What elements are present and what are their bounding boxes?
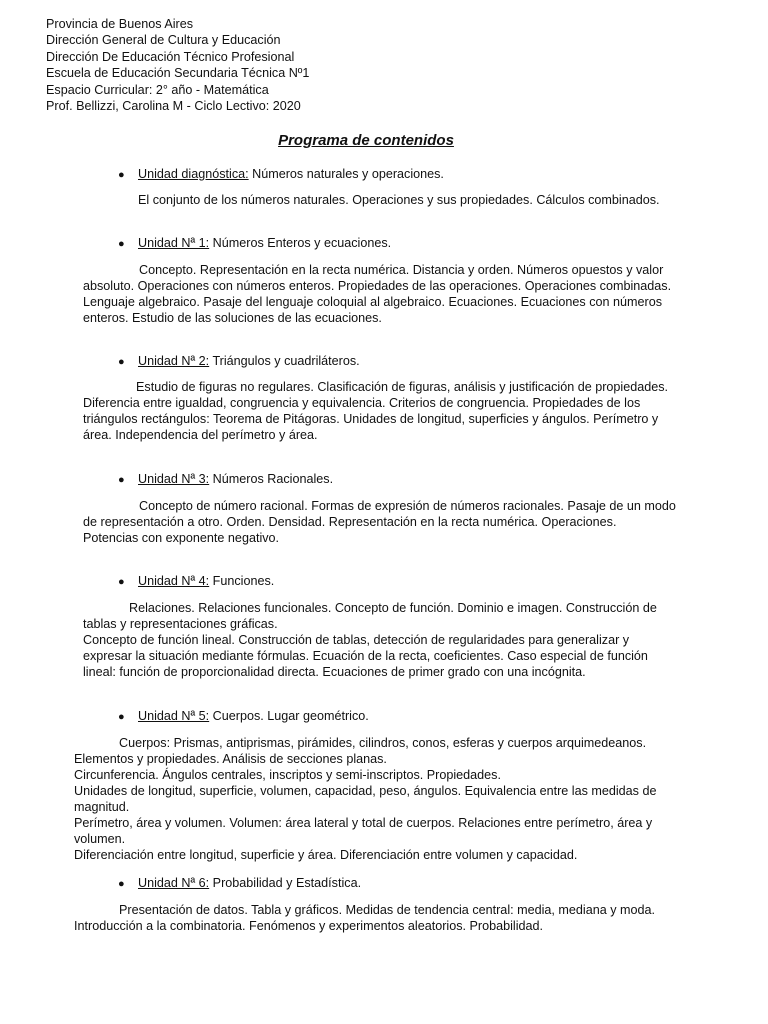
header-line: Provincia de Buenos Aires	[46, 17, 194, 31]
unit-heading	[118, 471, 333, 488]
unit-description	[74, 902, 704, 934]
unit-label: Unidad Nª 6:	[138, 876, 210, 890]
unit-topic: Cuerpos. Lugar geométrico.	[209, 709, 369, 723]
unit-label: Unidad Nª 3:	[138, 472, 210, 486]
header-line: Dirección General de Cultura y Educación	[46, 33, 281, 48]
unit-description	[83, 498, 703, 546]
text-line: Potencias con exponente negativo.	[83, 531, 280, 545]
unit-heading	[118, 708, 369, 725]
text-line: triángulos rectángulos: Teorema de Pitágoras. Unidades de longitud, superficies y ángulos. Perímetro y	[83, 412, 659, 426]
unit-label: Unidad Nª 1:	[138, 236, 210, 250]
bullet-icon: ●	[118, 474, 125, 486]
text-line: magnitud.	[74, 800, 130, 814]
unit-label: Unidad Nª 5:	[138, 709, 210, 723]
unit-topic: Probabilidad y Estadística.	[209, 876, 362, 890]
header-line: Espacio Curricular: 2° año - Matemática	[46, 82, 269, 97]
text-line: Circunferencia. Ángulos centrales, inscriptos y semi-inscriptos. Propiedades.	[74, 768, 501, 782]
unit-heading	[118, 353, 360, 370]
unit-topic: Números naturales y operaciones.	[248, 167, 444, 181]
unit-heading	[118, 875, 361, 892]
bullet-icon: ●	[118, 356, 125, 368]
text-line: de representación a otro. Orden. Densidad. Representación en la recta numérica. Operaciones.	[83, 515, 617, 529]
unit-topic: Funciones.	[209, 574, 275, 588]
unit-topic: Números Racionales.	[209, 472, 334, 486]
text-line: Elementos y propiedades. Análisis de secciones planas.	[74, 752, 387, 766]
text-line: Unidades de longitud, superficie, volumen, capacidad, peso, ángulos. Equivalencia entre las medidas de	[74, 784, 657, 798]
text-line: Introducción a la combinatoria. Fenómenos y experimentos aleatorios. Probabilidad.	[74, 919, 544, 933]
text-line: área. Independencia del perímetro y área.	[83, 428, 318, 442]
text-line: enteros. Estudio de las soluciones de las ecuaciones.	[83, 311, 382, 325]
page-title: Programa de contenidos	[278, 132, 454, 149]
text-line: Diferenciación entre longitud, superficie y área. Diferenciación entre volumen y capacidad.	[74, 848, 578, 862]
text-line: Lenguaje algebraico. Pasaje del lenguaje coloquial al algebraico. Ecuaciones. Ecuaciones con números	[83, 295, 662, 309]
text-line: Presentación de datos. Tabla y gráficos. Medidas de tendencia central: media, mediana y moda.	[119, 903, 656, 917]
header-line: Dirección De Educación Técnico Profesional	[46, 49, 295, 64]
unit-topic: Números Enteros y ecuaciones.	[209, 236, 392, 250]
unit-label: Unidad diagnóstica:	[138, 167, 249, 181]
text-line: Perímetro, área y volumen. Volumen: área lateral y total de cuerpos. Relaciones entre perímetro, área y	[74, 816, 653, 830]
header-line: Escuela de Educación Secundaria Técnica Nº1	[46, 66, 310, 81]
text-line: Relaciones. Relaciones funcionales. Concepto de función. Dominio e imagen. Construcción de	[129, 601, 657, 615]
text-line: Concepto de función lineal. Construcción de tablas, detección de regularidades para generalizar y	[83, 633, 630, 647]
unit-label: Unidad Nª 4:	[138, 574, 210, 588]
text-line: expresar la situación mediante fórmulas. Ecuación de la recta, coeficientes. Caso especial de función	[83, 649, 648, 663]
unit-heading	[118, 235, 391, 252]
bullet-icon: ●	[118, 169, 125, 181]
text-line: tablas y representaciones gráficas.	[83, 617, 278, 631]
unit-label: Unidad Nª 2:	[138, 354, 210, 368]
unit-heading	[118, 573, 274, 590]
bullet-icon: ●	[118, 238, 125, 250]
bullet-icon: ●	[118, 711, 125, 723]
unit-description	[83, 262, 703, 326]
text-line: volumen.	[74, 832, 126, 846]
text-line: absoluto. Operaciones con números enteros. Propiedades de las operaciones. Operaciones combinadas.	[83, 279, 672, 293]
bullet-icon: ●	[118, 878, 125, 890]
text-line: Estudio de figuras no regulares. Clasificación de figuras, análisis y justificación de propiedades.	[136, 380, 669, 394]
text-line: El conjunto de los números naturales. Operaciones y sus propiedades. Cálculos combinados.	[138, 193, 660, 207]
header-line: Prof. Bellizzi, Carolina M - Ciclo Lectivo: 2020	[46, 98, 301, 113]
unit-description	[74, 735, 704, 863]
text-line: Concepto de número racional. Formas de expresión de números racionales. Pasaje de un modo	[139, 499, 676, 513]
text-line: Concepto. Representación en la recta numérica. Distancia y orden. Números opuestos y valor	[139, 263, 664, 277]
unit-topic: Triángulos y cuadriláteros.	[209, 354, 360, 368]
text-line: Cuerpos: Prismas, antiprismas, pirámides, cilindros, conos, esferas y cuerpos arquimedeanos.	[119, 736, 647, 750]
unit-description	[138, 192, 758, 208]
bullet-icon: ●	[118, 576, 125, 588]
document-header	[46, 16, 309, 114]
unit-description	[83, 600, 703, 680]
unit-description	[83, 379, 703, 443]
text-line: lineal: función de proporcionalidad directa. Ecuaciones de primer grado con una incógnita.	[83, 665, 586, 679]
unit-heading	[118, 166, 444, 183]
text-line: Diferencia entre igualdad, congruencia y equivalencia. Criterios de congruencia. Propiedades de los	[83, 396, 641, 410]
